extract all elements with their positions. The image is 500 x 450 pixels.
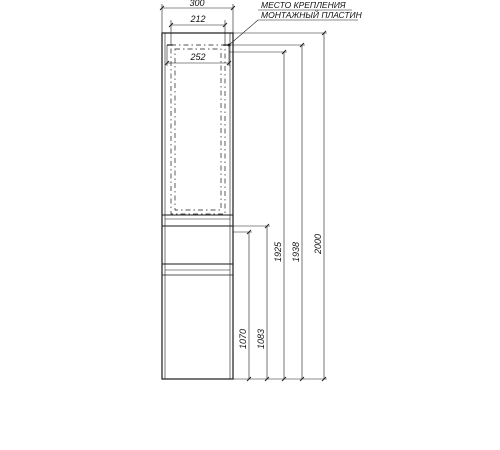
cabinet-body xyxy=(162,33,233,379)
dim-252-label: 252 xyxy=(190,52,206,62)
dim-212-label: 212 xyxy=(190,14,206,24)
hidden-frame-inner xyxy=(175,49,221,210)
dim-300-label: 300 xyxy=(189,0,205,8)
dim-1083-label: 1083 xyxy=(256,328,266,350)
cabinet-outline xyxy=(162,33,233,379)
dim-2000-label: 2000 xyxy=(313,233,323,255)
annotation-line2: МОНТАЖНЫЙ ПЛАСТИН xyxy=(261,10,362,20)
height-dimension-ticks xyxy=(247,31,326,381)
annotation-line1: МЕСТО КРЕПЛЕНИЯ xyxy=(261,0,346,10)
dim-1925-label: 1925 xyxy=(273,241,283,263)
hidden-frame xyxy=(171,45,225,214)
height-dimensions xyxy=(229,33,327,379)
dim-1938-label: 1938 xyxy=(291,241,301,263)
hidden-frame-outer xyxy=(171,45,225,214)
dim-1070-label: 1070 xyxy=(238,328,248,350)
